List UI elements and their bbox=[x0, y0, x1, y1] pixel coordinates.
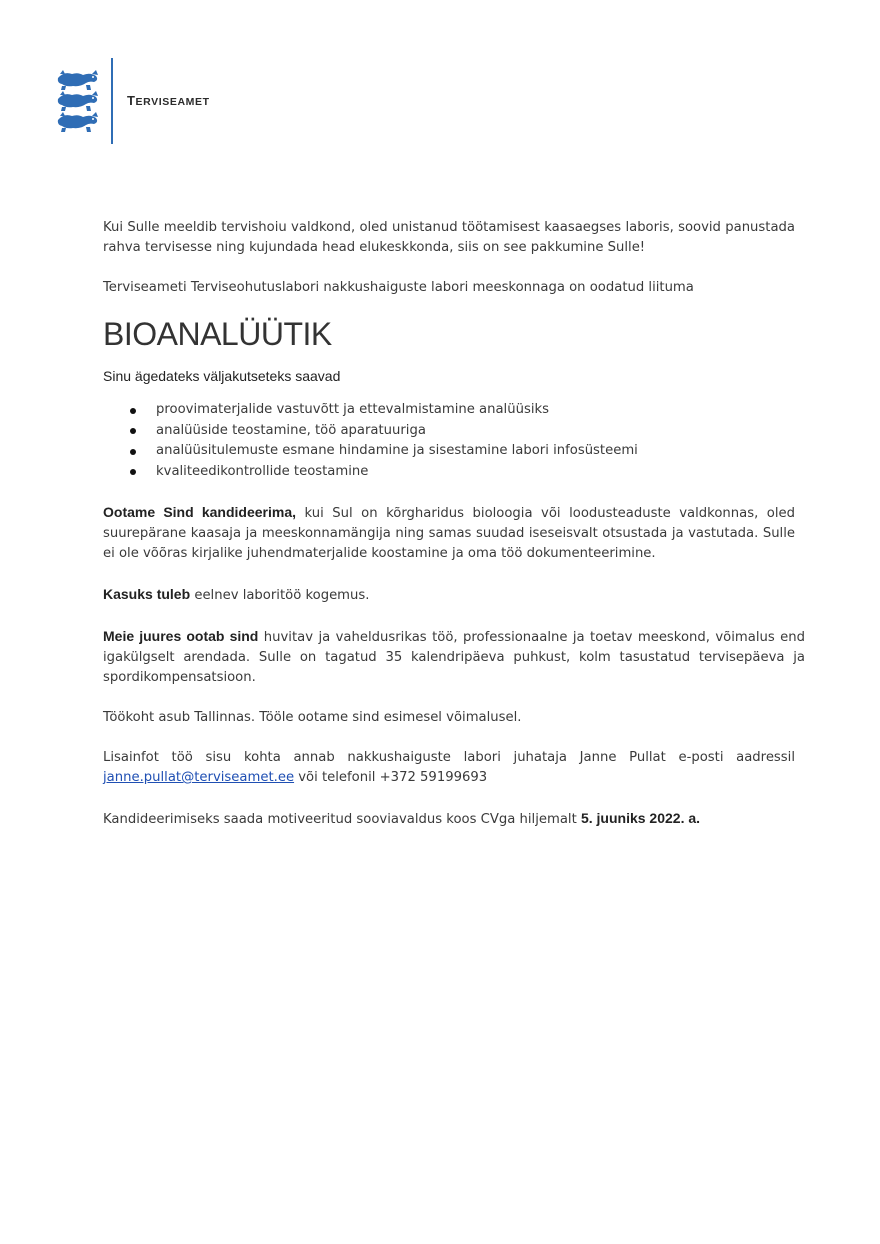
bullet-icon bbox=[130, 428, 136, 434]
duties-list bbox=[103, 400, 805, 482]
bullet-icon bbox=[130, 408, 136, 414]
list-item: proovimaterjalide vastuvõtt ja ettevalmistamine analüüsiks bbox=[103, 400, 805, 421]
apply-paragraph: Kandideerimiseks saada motiveeritud sooviavaldus koos CVga hiljemalt 5. juuniks 2022. a. bbox=[103, 810, 701, 827]
lion-3 bbox=[58, 112, 98, 132]
lion-1 bbox=[58, 70, 98, 90]
lion-2 bbox=[58, 91, 98, 111]
list-item: kvaliteedikontrollide teostamine bbox=[103, 462, 805, 483]
deadline: 5. juuniks 2022. a. bbox=[580, 810, 701, 826]
requirements-paragraph: Ootame Sind kandideerima, kui Sul on kõrgharidus bioloogia või loodusteaduste valdkonnas, oled suurepärane kaasaja ja meeskonnamängija ning samas suudad iseseisvalt otsustada ja vastutada. Sulle ei ole võõras kirjalike juhendmaterjalide koostamine ja oma töö dokumenteerimine. bbox=[103, 504, 795, 561]
requirements-lead: Ootame Sind kandideerima, bbox=[103, 504, 297, 520]
list-item: analüüside teostamine, töö aparatuuriga bbox=[103, 421, 805, 442]
list-item: analüüsitulemuste esmane hindamine ja sisestamine labori infosüsteemi bbox=[103, 441, 805, 462]
invite-paragraph: Terviseameti Terviseohutuslabori nakkushaiguste labori meeskonnaga on oodatud liituma bbox=[103, 280, 694, 295]
intro-paragraph: Kui Sulle meeldib tervishoiu valdkond, oled unistanud töötamisest kaasaegses laboris, soovid panustada rahva tervisesse ning kujundada head elukeskkonda, siis on see pakkumine Sulle! bbox=[103, 220, 795, 255]
coat-of-arms-logo bbox=[56, 70, 100, 132]
header-divider bbox=[111, 58, 113, 144]
email-link[interactable]: janne.pullat@terviseamet.ee bbox=[103, 770, 295, 785]
org-name: TERVISEAMET bbox=[127, 93, 210, 108]
offer-paragraph: Meie juures ootab sind huvitav ja vaheldusrikas töö, professionaalne ja toetav meeskond, võimalus end igakülgselt arendada. Sulle on tagatud 35 kalendripäeva puhkust, kolm tasustatud tervisepäeva ja spordikompensatsioon. bbox=[103, 628, 805, 685]
bullet-icon bbox=[130, 469, 136, 475]
job-title: BIOANALÜÜTIK bbox=[103, 316, 332, 352]
location-paragraph: Töökoht asub Tallinnas. Tööle ootame sind esimesel võimalusel. bbox=[103, 710, 522, 725]
advantage-lead: Kasuks tuleb bbox=[103, 586, 191, 602]
duties-heading: Sinu ägedateks väljakutseteks saavad bbox=[103, 368, 341, 384]
contact-paragraph: Lisainfot töö sisu kohta annab nakkushaiguste labori juhataja Janne Pullat e-posti aadressil janne.pullat@terviseamet.ee või telefonil +372 59199693 bbox=[103, 750, 795, 785]
bullet-icon bbox=[130, 449, 136, 455]
offer-lead: Meie juures ootab sind bbox=[103, 628, 259, 644]
job-ad-body bbox=[103, 218, 805, 830]
advantage-paragraph: Kasuks tuleb eelnev laboritöö kogemus. bbox=[103, 586, 370, 603]
